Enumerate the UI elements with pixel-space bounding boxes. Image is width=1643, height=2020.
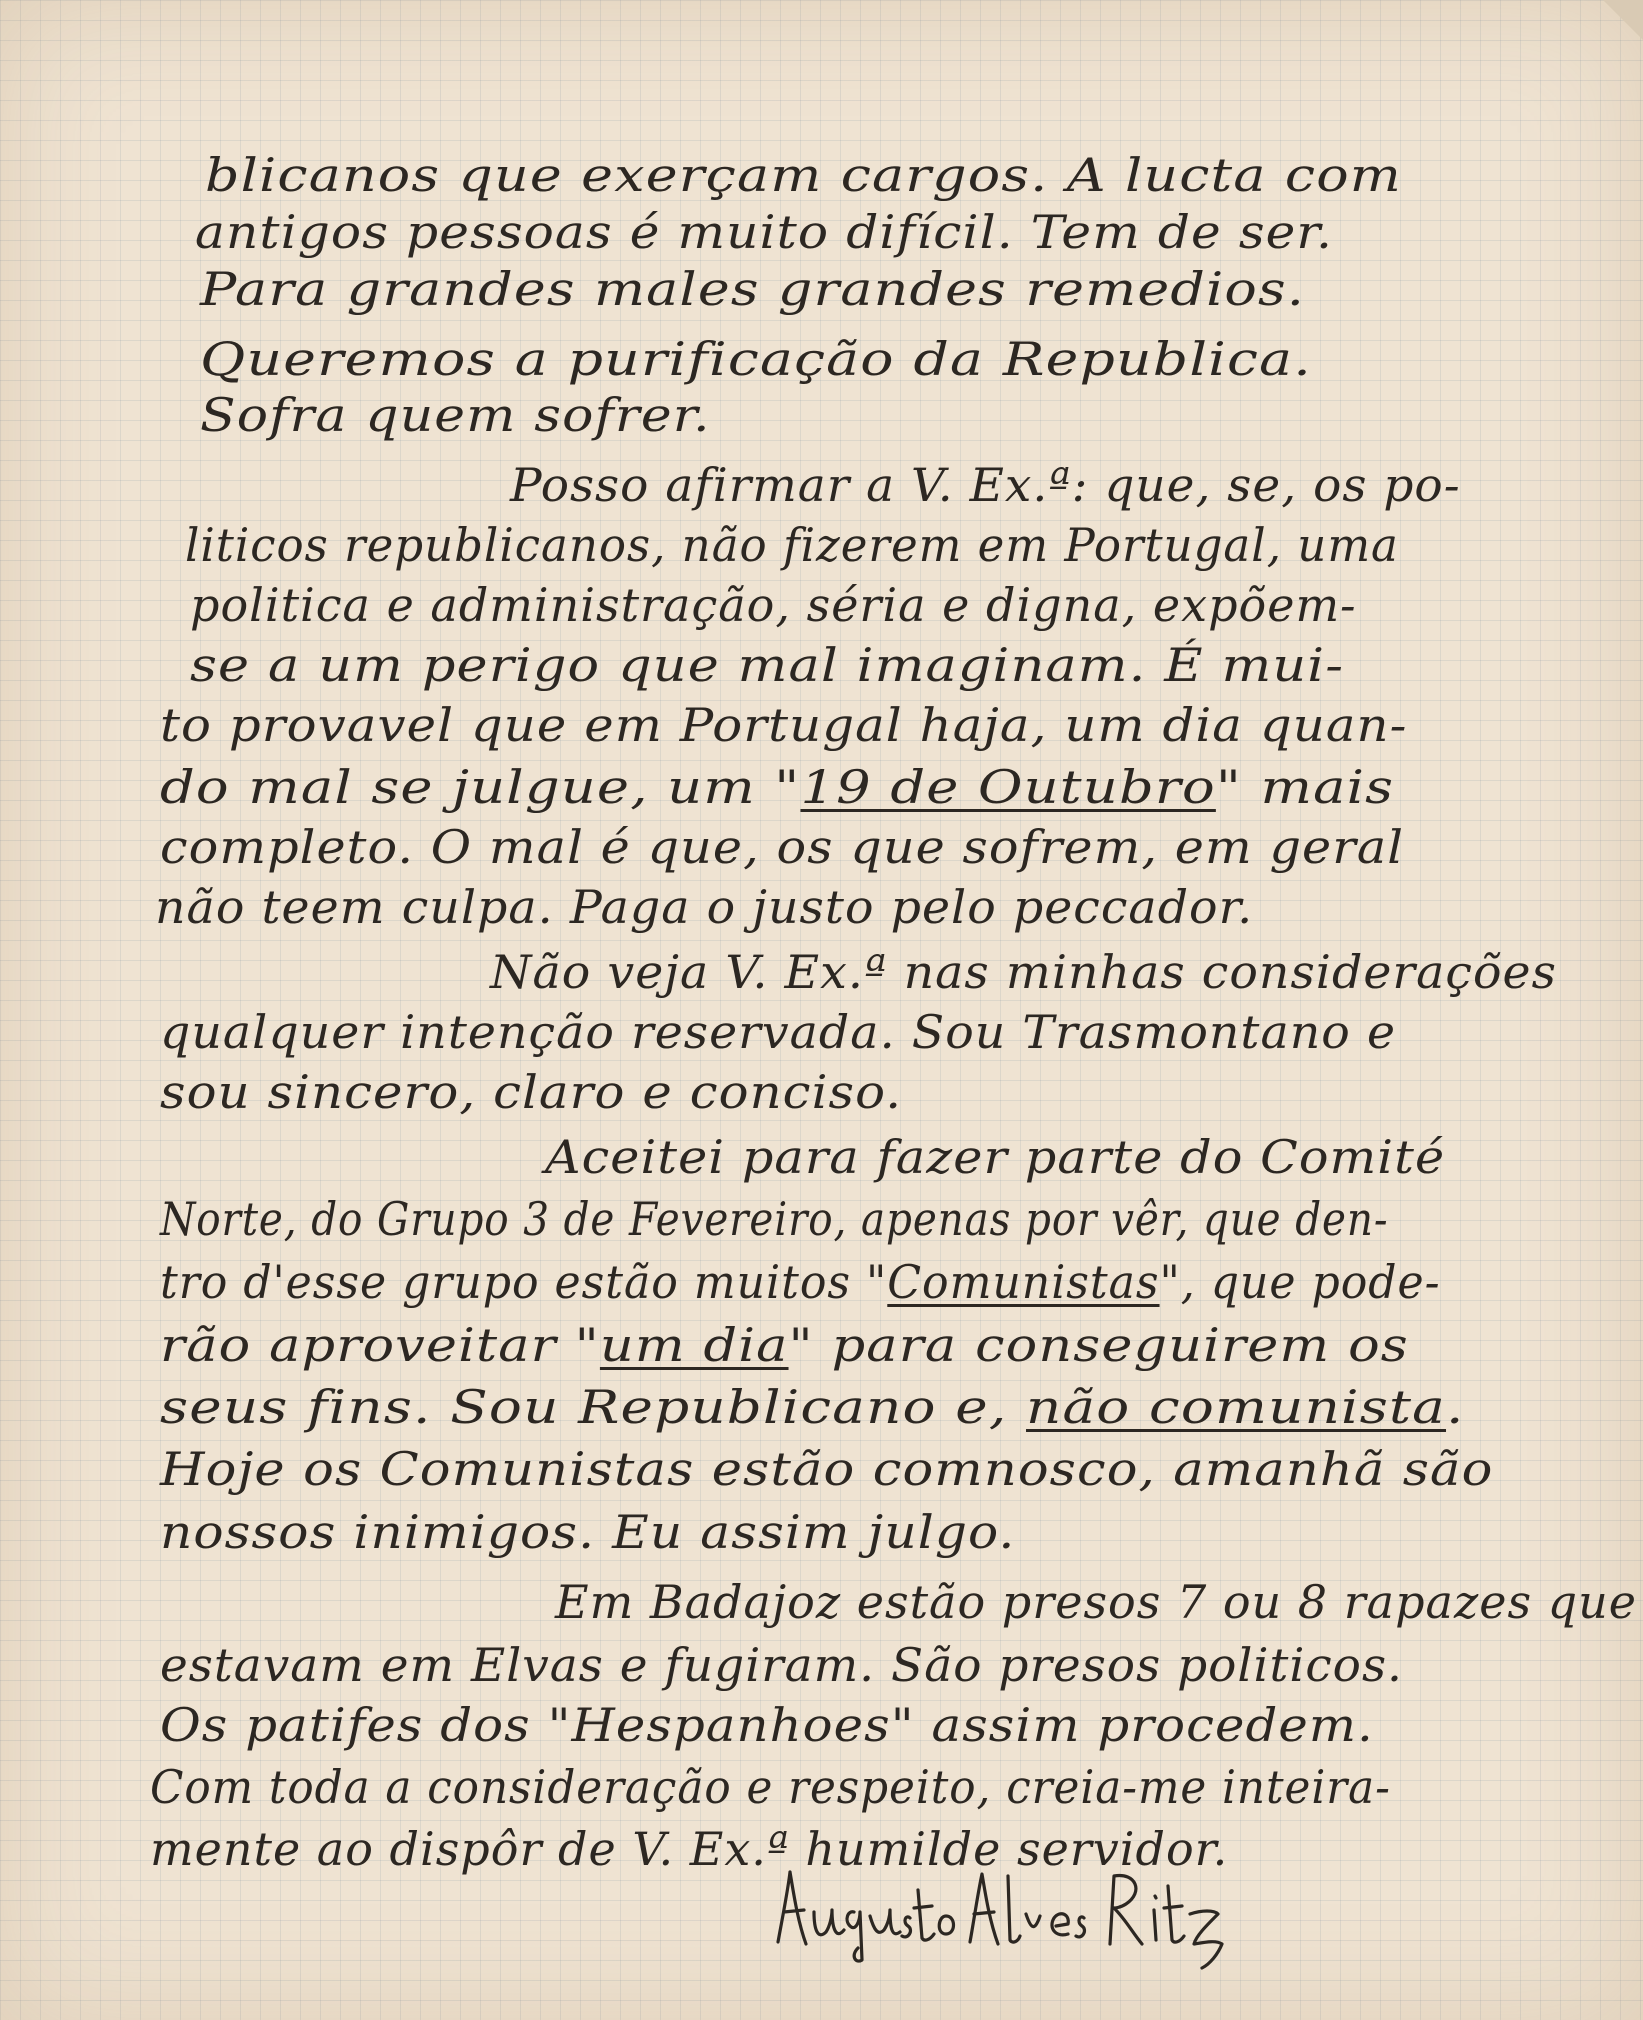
letter-line: Norte, do Grupo 3 de Fevereiro, apenas por vêr, que den- [160,1192,1389,1246]
letter-line: completo. O mal é que, os que sofrem, em geral [160,820,1405,874]
signature [770,1860,1230,1970]
letter-line: Com toda a consideração e respeito, creia-me inteira- [150,1760,1391,1814]
letter-line: estavam em Elvas e fugiram. São presos politicos. [160,1638,1403,1692]
underlined-not-communist: não comunista [1026,1380,1447,1434]
letter-line: Posso afirmar a V. Ex.ª: que, se, os po- [510,458,1461,512]
letter-line: politica e administração, séria e digna, expõem- [190,578,1357,632]
letter-line: Para grandes males grandes remedios. [200,262,1306,316]
letter-line: Em Badajoz estão presos 7 ou 8 rapazes que [555,1575,1637,1629]
underlined-date: 19 de Outubro [800,760,1216,814]
page-corner-fold [1603,0,1643,40]
letter-line [160,1318,1409,1372]
letter-text: " mais [1215,760,1395,814]
letter-line: não teem culpa. Paga o justo pelo peccador. [155,880,1254,934]
letter-line: Aceitei para fazer parte do Comité [545,1130,1446,1184]
letter-text: seus fins. Sou Republicano e, [160,1380,1027,1434]
letter-text: rão aproveitar " [160,1318,600,1372]
letter-line: blicanos que exerçam cargos. A lucta com [205,148,1402,202]
letter-line: Queremos a purificação da Republica. [200,332,1313,386]
letter-line: Não veja V. Ex.ª nas minhas considerações [490,945,1557,999]
letter-text: . [1446,1380,1465,1434]
letter-text: tro d'esse grupo estão muitos " [160,1255,888,1309]
letter-line: antigos pessoas é muito difícil. Tem de ser. [195,205,1333,259]
letter-line: mente ao dispôr de V. Ex.ª humilde servidor. [150,1822,1229,1876]
letter-line: liticos republicanos, não fizerem em Portugal, uma [185,518,1399,572]
letter-line [160,760,1394,814]
underlined-one-day: um dia [599,1318,789,1372]
letter-line: se a um perigo que mal imaginam. É mui- [190,638,1345,692]
letter-text: " para conseguirem os [788,1318,1409,1372]
letter-text: do mal se julgue, um " [160,760,801,814]
letter-line [160,1255,1441,1309]
letter-line: Sofra quem sofrer. [200,388,711,442]
letter-line [160,1380,1465,1434]
underlined-communists: Comunistas [887,1255,1160,1309]
letter-line: qualquer intenção reservada. Sou Trasmontano e [160,1005,1397,1059]
letter-line: sou sincero, claro e conciso. [160,1065,903,1119]
signature-drawing [770,1860,1230,1970]
letter-text: ", que pode- [1159,1255,1441,1309]
letter-line: Hoje os Comunistas estão comnosco, amanhã são [160,1442,1494,1496]
letter-line: nossos inimigos. Eu assim julgo. [160,1505,1016,1559]
letter-line: to provavel que em Portugal haja, um dia quan- [160,698,1408,752]
letter-line: Os patifes dos "Hespanhoes" assim procedem. [160,1698,1374,1752]
